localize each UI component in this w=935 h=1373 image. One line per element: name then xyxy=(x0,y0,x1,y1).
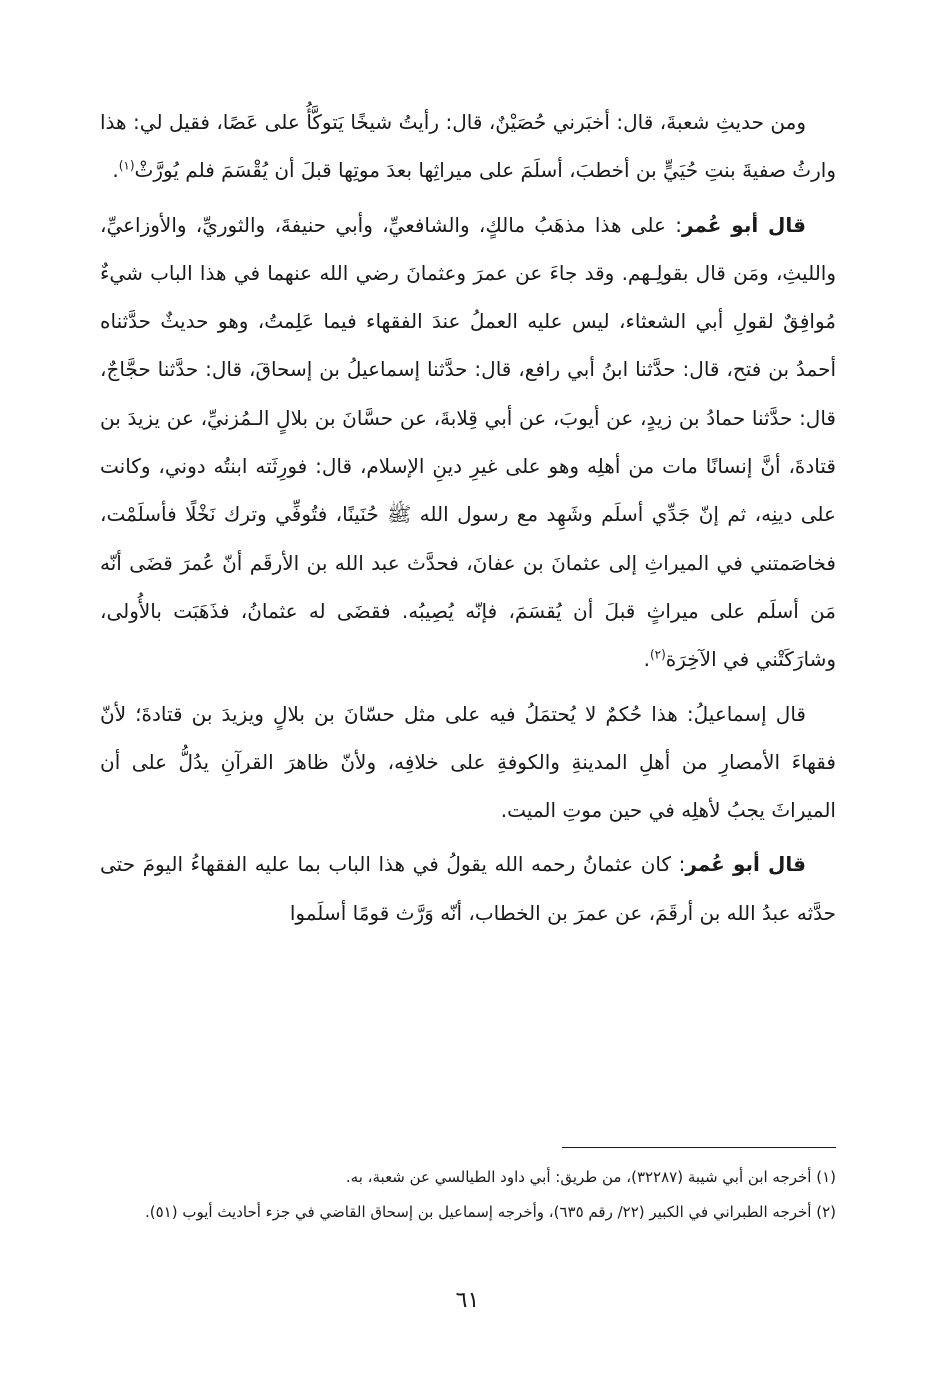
paragraph-1-text: ومن حديثِ شعبةَ، قال: أخبَرني حُصَيْنٌ، قال: رأيتُ شيخًا يَتوكَّأُ على عَصًا، فقيل لي: هذا وارثُ صفيةَ بنتِ حُيَيٍّ بن أخطبَ، أسلَمَ على ميراثِها بعدَ موتِها قبلَ أن يُقْسَمَ فلم يُورَّثْ xyxy=(100,110,836,183)
footnote-ref-2[interactable]: (٢) xyxy=(649,647,666,662)
paragraph-1-end: . xyxy=(112,158,119,183)
paragraph-2 xyxy=(100,201,836,684)
paragraph-3 xyxy=(100,690,836,835)
paragraph-2-text: : على هذا مذهَبُ مالكٍ، والشافعيِّ، وأبي حنيفةَ، والثوريِّ، والأوزاعيِّ، والليثِ، ومَن قال بقولِـهم. وقد جاءَ عن عمرَ وعثمانَ رضي الله عنهما في هذا الباب شيءٌ مُوافِقٌ لقولِ أبي الشعثاء، ليس عليه العملُ عندَ الفقهاء فيما عَلِمتُ، وهو حديثٌ حدَّثناه أحمدُ بن فتح، قال: حدَّثنا ابنُ أبي رافع، قال: حدَّثنا إسماعيلُ بن إسحاقَ، قال: حدَّثنا حجَّاجٌ، قال: حدَّثنا حمادُ بن زيدٍ، عن أيوبَ، عن أبي قِلابةَ، عن حسَّانَ بن بلالٍ الـمُزنيِّ، عن يزيدَ بن قتادةَ، أنَّ إنسانًا مات من أهلِه وهو على غيرِ دينِ الإسلام، قال: فورِثَته ابنتُه دوني، وكانت على دينِه، ثم إنّ جَدِّي أسلَم وشَهِد مع رسول الله ﷺ حُنَينًا، فتُوفِّي وترك نَخْلًا فأسلَمْت، فخاصَمتني في الميراثِ إلى عثمانَ بن عفانَ، فحدَّث عبد الله بن الأرقَم أنّ عُمرَ قضَى أنّه مَن أسلَم على ميراثٍ قبلَ أن يُقسَمَ، فإنّه يُصِيبُه. فقضَى له عثمانُ، فذَهَبَت بالأُولى، وشارَكَتْني في الآخِرَة xyxy=(100,212,836,672)
main-text xyxy=(100,98,836,937)
footnote-2: (٢) أخرجه الطبراني في الكبير (٢٢/ رقم ٦٣٥)، وأخرجه إسماعيل بن إسحاق القاضي في جزء أحاديث أيوب (٥١). xyxy=(144,1202,836,1221)
footnote-divider xyxy=(562,1147,836,1148)
paragraph-3-text: قال إسماعيلُ: هذا حُكمٌ لا يُحتمَلُ فيه على مثل حسّانَ بن بلالٍ ويزيدَ بن قتادةَ؛ لأنّ فقهاءَ الأمصارِ من أهلِ المدينةِ والكوفةِ على خلافِه، ولأنّ ظاهرَ القرآنِ يدُلُّ على أن الميراثَ يجبُ لأهلِه في حين موتِ الميت. xyxy=(100,701,836,823)
paragraph-4-text: : كان عثمانُ رحمه الله يقولُ في هذا الباب بما عليه الفقهاءُ اليومَ حتى حدَّثه عبدُ الله بن أرقَمَ، عن عمرَ بن الخطاب، أنّه وَرَّث قومًا أسلَموا xyxy=(100,852,836,925)
paragraph-1 xyxy=(100,98,836,195)
paragraph-2-end: . xyxy=(643,647,650,672)
paragraph-4 xyxy=(100,840,836,937)
paragraph-2-lead: قال أبو عُمر xyxy=(681,212,806,237)
footnotes xyxy=(100,1160,836,1229)
footnote-1: (١) أخرجه ابن أبي شيبة (٣٢٢٨٧)، من طريق: أبي داود الطيالسي عن شعبة، به. xyxy=(345,1168,836,1186)
footnote-ref-1[interactable]: (١) xyxy=(118,158,135,173)
paragraph-4-lead: قال أبو عُمر xyxy=(685,852,806,877)
page-number: ٦١ xyxy=(455,1288,480,1313)
